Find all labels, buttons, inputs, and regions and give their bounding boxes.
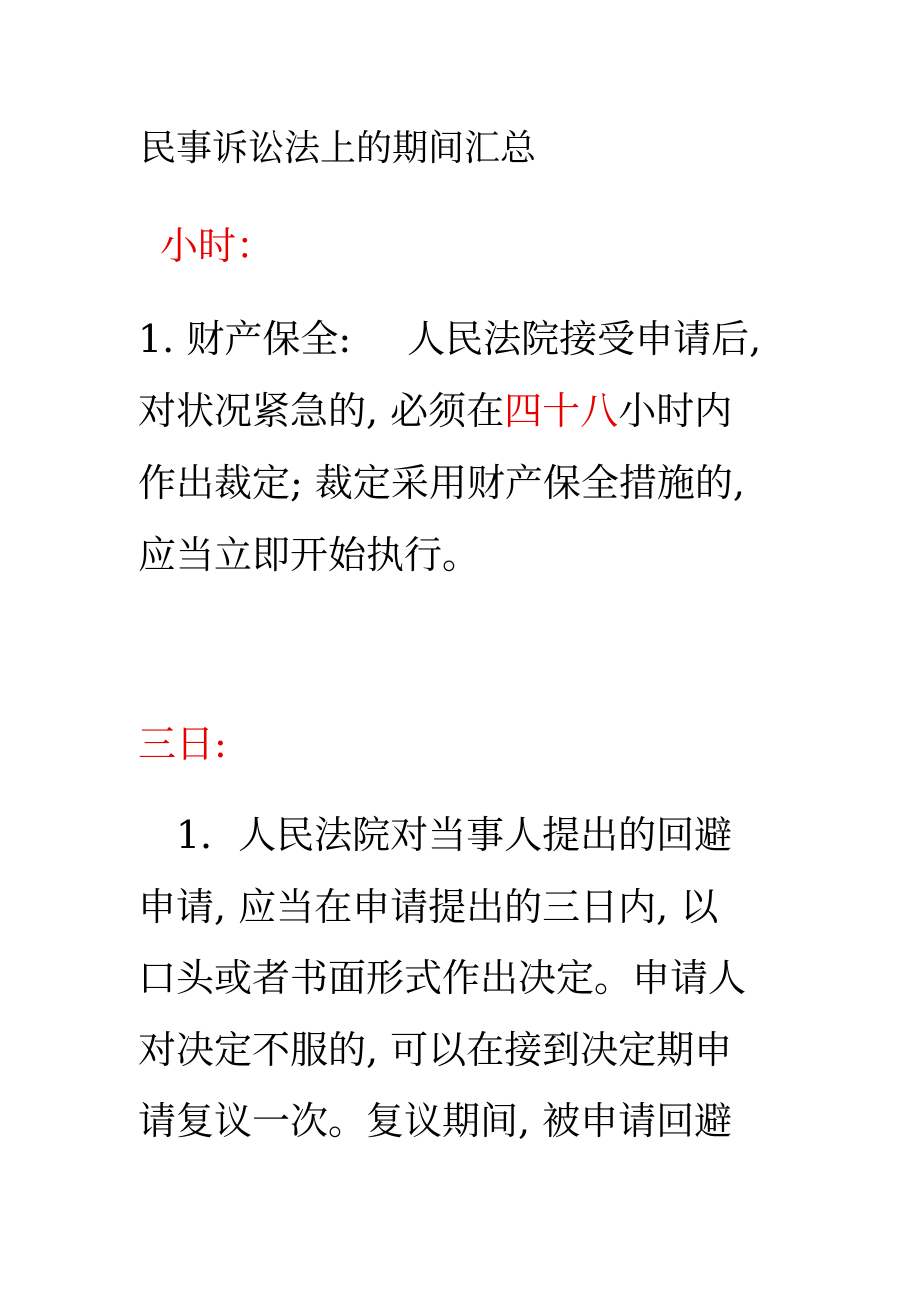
paragraph-line: 作出裁定; 裁定采用财产保全措施的, — [138, 461, 745, 505]
item-label: 1. 财产保全: — [138, 317, 352, 361]
document-title: 民事诉讼法上的期间汇总 — [140, 128, 537, 169]
paragraph-line: 口头或者书面形式作出决定。申请人 — [138, 956, 747, 1000]
text-run: 1．人民法院对当事人提出的回避 — [176, 813, 733, 857]
paragraph-line: 请复议一次。复议期间, 被申请回避 — [138, 1099, 733, 1143]
section-heading-three-days: 三日: — [138, 722, 227, 766]
text-run: 对状况紧急的, 必须在 — [138, 389, 505, 433]
paragraph-property-preservation — [138, 303, 798, 591]
paragraph-recusal — [138, 800, 798, 1158]
paragraph-line — [138, 800, 798, 872]
paragraph-line — [138, 375, 798, 447]
paragraph-line: 对决定不服的, 可以在接到决定期申 — [138, 1027, 733, 1072]
text-run: 人民法院接受申请后, — [407, 317, 762, 361]
text-run: 小时内 — [618, 389, 733, 433]
paragraph-line — [138, 303, 798, 375]
section-heading-hours: 小时： — [160, 224, 275, 268]
paragraph-line: 申请, 应当在申请提出的三日内, 以 — [138, 884, 719, 929]
paragraph-line: 应当立即开始执行。 — [138, 533, 481, 577]
highlighted-duration: 四十八 — [504, 389, 619, 433]
